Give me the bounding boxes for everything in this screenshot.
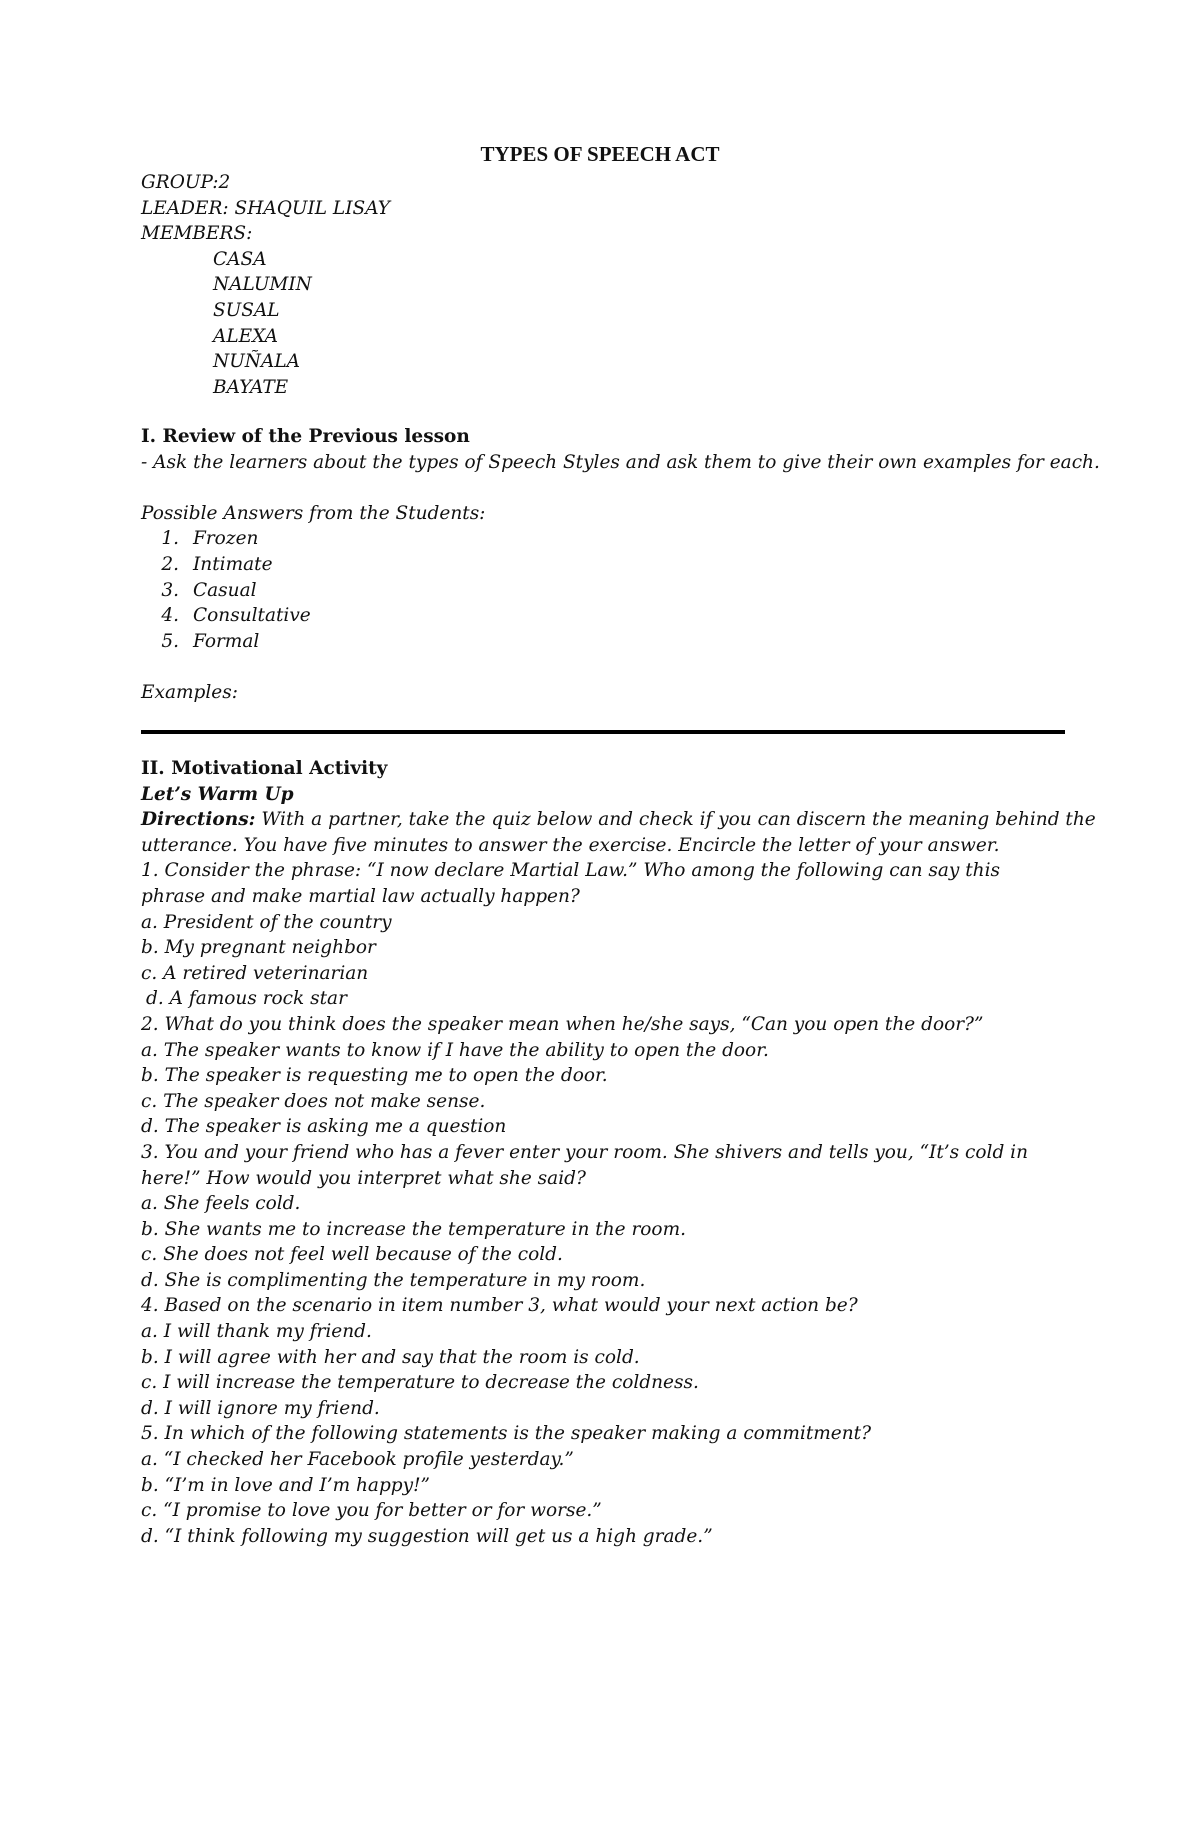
section-motivational bbox=[141, 756, 1096, 1549]
quiz-items bbox=[141, 858, 1071, 1549]
section-heading: II. Motivational Activity bbox=[141, 758, 388, 779]
list-text: Formal bbox=[193, 630, 260, 652]
group-line: GROUP:2 bbox=[141, 172, 231, 193]
list-item bbox=[141, 629, 1071, 655]
quiz-line: here!” How would you interpret what she said? bbox=[141, 1167, 586, 1189]
quiz-line: c. The speaker does not make sense. bbox=[141, 1090, 486, 1112]
list-number: 4. bbox=[161, 605, 179, 627]
quiz-line: a. She feels cold. bbox=[141, 1193, 301, 1215]
quiz-line: b. She wants me to increase the temperature in the room. bbox=[141, 1218, 686, 1240]
section-instruction: - Ask the learners about the types of Speech Styles and ask them to give their own examples for each. bbox=[141, 451, 1100, 473]
quiz-line: 2. What do you think does the speaker mean when he/she says, “Can you open the door?” bbox=[141, 1013, 984, 1035]
quiz-line: d. I will ignore my friend. bbox=[141, 1397, 380, 1419]
quiz-line: 4. Based on the scenario in item number 3, what would your next action be? bbox=[141, 1295, 858, 1317]
member-name: BAYATE bbox=[213, 376, 289, 398]
quiz-line: c. She does not feel well because of the cold. bbox=[141, 1244, 563, 1266]
quiz-line: d. She is complimenting the temperature in my room. bbox=[141, 1269, 646, 1291]
quiz-line: d. “I think following my suggestion will get us a high grade.” bbox=[141, 1525, 713, 1547]
list-text: Casual bbox=[193, 579, 257, 601]
quiz-line: c. I will increase the temperature to decrease the coldness. bbox=[141, 1372, 699, 1394]
quiz-line: 3. You and your friend who has a fever enter your room. She shivers and tells you, “It’s cold in bbox=[141, 1141, 1029, 1163]
list-text: Consultative bbox=[193, 605, 311, 627]
member-name: NALUMIN bbox=[213, 274, 312, 296]
list-text: Intimate bbox=[193, 553, 273, 575]
examples-label: Examples: bbox=[141, 681, 238, 703]
quiz-line: phrase and make martial law actually happen? bbox=[141, 885, 580, 907]
quiz-line: d. The speaker is asking me a question bbox=[141, 1116, 507, 1138]
member-name: NUÑALA bbox=[213, 351, 300, 373]
quiz-line: b. My pregnant neighbor bbox=[141, 937, 376, 959]
members-label: MEMBERS: bbox=[141, 223, 253, 245]
quiz-line: b. “I’m in love and I’m happy!” bbox=[141, 1474, 430, 1496]
members-list bbox=[141, 247, 1071, 401]
quiz-line: b. I will agree with her and say that the room is cold. bbox=[141, 1346, 640, 1368]
directions bbox=[141, 807, 1096, 833]
list-item bbox=[141, 526, 1071, 552]
group-info bbox=[141, 170, 1071, 400]
list-item bbox=[141, 578, 1071, 604]
quiz-line: a. President of the country bbox=[141, 911, 392, 933]
member-name: CASA bbox=[213, 248, 267, 270]
list-item bbox=[141, 552, 1071, 578]
quiz-line: c. “I promise to love you for better or for worse.” bbox=[141, 1500, 602, 1522]
list-number: 1. bbox=[161, 528, 179, 550]
leader-line: LEADER: SHAQUIL LISAY bbox=[141, 197, 391, 219]
list-number: 3. bbox=[161, 579, 179, 601]
section-divider bbox=[141, 730, 1065, 734]
quiz-line: a. I will thank my friend. bbox=[141, 1321, 372, 1343]
section-review bbox=[141, 424, 1100, 706]
document-title: TYPES OF SPEECH ACT bbox=[480, 142, 720, 166]
member-name: ALEXA bbox=[213, 325, 279, 347]
list-number: 5. bbox=[161, 630, 179, 652]
directions-continued: utterance. You have five minutes to answer the exercise. Encircle the letter of your answer. bbox=[141, 834, 1000, 856]
member-name: SUSAL bbox=[213, 299, 280, 321]
quiz-line: 5. In which of the following statements is the speaker making a commitment? bbox=[141, 1423, 872, 1445]
list-text: Frozen bbox=[193, 528, 259, 550]
directions-label: Directions: bbox=[141, 809, 256, 831]
answers-list bbox=[141, 526, 1071, 654]
quiz-line: 1. Consider the phrase: “I now declare Martial Law.” Who among the following can say this bbox=[141, 860, 1001, 882]
quiz-line: c. A retired veterinarian bbox=[141, 962, 369, 984]
section-heading: I. Review of the Previous lesson bbox=[141, 426, 470, 447]
list-number: 2. bbox=[161, 553, 179, 575]
list-item bbox=[141, 603, 1071, 629]
answers-label: Possible Answers from the Students: bbox=[141, 502, 486, 524]
quiz-line: a. The speaker wants to know if I have the ability to open the door. bbox=[141, 1039, 769, 1061]
quiz-line: b. The speaker is requesting me to open the door. bbox=[141, 1065, 608, 1087]
quiz-line: d. A famous rock star bbox=[146, 988, 347, 1010]
quiz-line: a. “I checked her Facebook profile yesterday.” bbox=[141, 1449, 574, 1471]
directions-text: With a partner, take the quiz below and check if you can discern the meaning behind the bbox=[255, 809, 1096, 831]
section-subheading: Let’s Warm Up bbox=[141, 783, 294, 805]
